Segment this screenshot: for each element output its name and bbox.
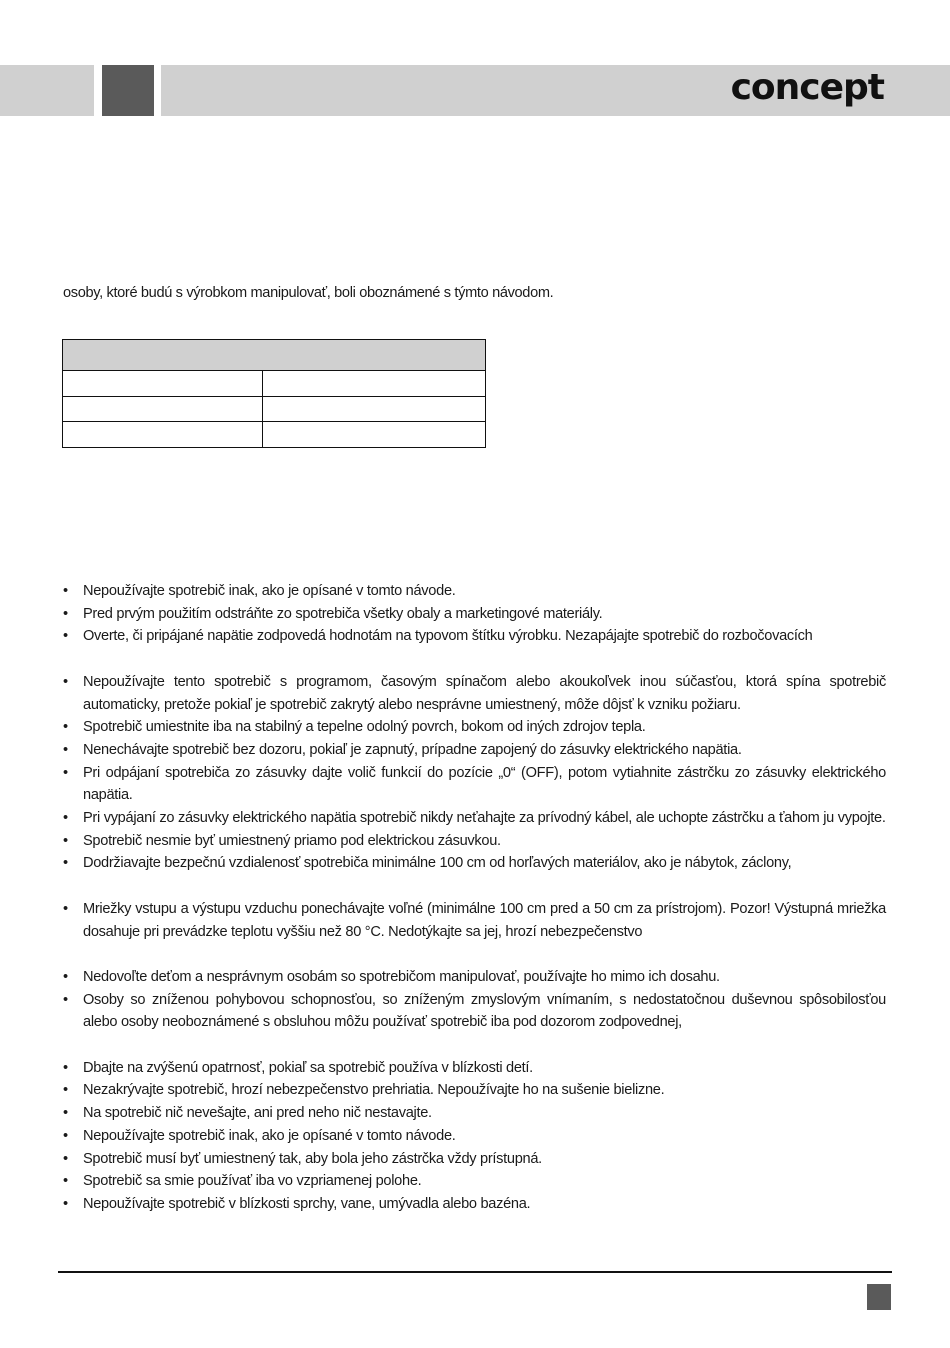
bullet-icon: • <box>63 741 68 758</box>
table-row <box>63 396 486 422</box>
bullet-icon: • <box>63 1127 68 1144</box>
spec-table <box>62 339 486 448</box>
table-cell <box>263 396 486 422</box>
bullet-icon: • <box>63 1195 68 1212</box>
table-cell <box>263 371 486 397</box>
bullet-icon: • <box>63 968 68 985</box>
list-item: • Nepoužívajte spotrebič inak, ako je opísané v tomto návode. <box>60 1125 886 1148</box>
table-row <box>63 371 486 397</box>
list-item: • Osoby so zníženou pohybovou schopnosťou, so zníženým zmyslovým vnímaním, s nedostatočnou duševnou spôsobilosťou alebo osoby neoboznámené s obsluhou môžu používať spotrebič iba pod dozorom zodpovednej, <box>60 989 886 1034</box>
list-item: • Dodržiavajte bezpečnú vzdialenosť spotrebiča minimálne 100 cm od horľavých materiálov, ako je nábytok, záclony, <box>60 852 886 875</box>
bullet-icon: • <box>63 628 68 645</box>
list-item: • Nenechávajte spotrebič bez dozoru, pokiaľ je zapnutý, prípadne zapojený do zásuvky elektrického napätia. <box>60 739 886 762</box>
bullet-icon: • <box>63 605 68 622</box>
bullet-icon: • <box>63 1105 68 1122</box>
spec-table-header <box>63 340 486 371</box>
list-item: • Nezakrývajte spotrebič, hrozí nebezpečenstvo prehriatia. Nepoužívajte ho na sušenie bielizne. <box>60 1079 886 1102</box>
list-item: • Nepoužívajte spotrebič inak, ako je opísané v tomto návode. <box>60 580 886 603</box>
list-item: • Pri odpájaní spotrebiča zo zásuvky dajte volič funkcií do pozície „0“ (OFF), potom vytiahnite zástrčku zo zásuvky elektrického napätia. <box>60 762 886 807</box>
table-cell <box>63 371 263 397</box>
list-item: • Nedovoľte deťom a nesprávnym osobám so spotrebičom manipulovať, používajte ho mimo ich dosahu. <box>60 966 886 989</box>
bullet-icon: • <box>63 719 68 736</box>
bullet-icon: • <box>63 1082 68 1099</box>
bullet-icon: • <box>63 583 68 599</box>
footer-divider <box>58 1271 892 1273</box>
bullet-icon: • <box>63 1173 68 1190</box>
table-row <box>63 422 486 448</box>
list-item: • Spotrebič nesmie byť umiestnený priamo pod elektrickou zásuvkou. <box>60 830 886 853</box>
spec-table-header-row <box>63 340 486 371</box>
bullet-icon: • <box>63 900 68 917</box>
table-cell <box>63 422 263 448</box>
list-item: • Pri vypájaní zo zásuvky elektrického napätia spotrebič nikdy neťahajte za prívodný kábel, ale uchopte zástrčku a ťahom ju vypojte. <box>60 807 886 830</box>
intro-paragraph: osoby, ktoré budú s výrobkom manipulovať, boli oboznámené s týmto návodom. <box>63 285 554 301</box>
list-item: • Na spotrebič nič nevešajte, ani pred neho nič nestavajte. <box>60 1102 886 1125</box>
safety-rules-list <box>60 580 886 1216</box>
list-item: • Pred prvým použitím odstráňte zo spotrebiča všetky obaly a marketingové materiály. <box>60 603 886 626</box>
table-cell <box>63 396 263 422</box>
bullet-icon: • <box>63 991 68 1008</box>
list-item: • Spotrebič umiestnite iba na stabilný a tepelne odolný povrch, bokom od iných zdrojov tepla. <box>60 716 886 739</box>
list-item: • Spotrebič sa smie používať iba vo vzpriamenej polohe. <box>60 1170 886 1193</box>
bullet-icon: • <box>63 1150 68 1167</box>
list-item: • Nepoužívajte spotrebič v blízkosti sprchy, vane, umývadla alebo bazéna. <box>60 1193 886 1216</box>
bullet-icon: • <box>63 810 68 827</box>
header-bar-left <box>0 65 94 116</box>
list-item: • Spotrebič musí byť umiestnený tak, aby bola jeho zástrčka vždy prístupná. <box>60 1148 886 1171</box>
bullet-icon: • <box>63 855 68 872</box>
list-item: • Mriežky vstupu a výstupu vzduchu ponechávajte voľné (minimálne 100 cm pred a 50 cm za prístrojom). Pozor! Výstupná mriežka dosahuje pri prevádzke teplotu vyššiu než 80 °C. Nedotýkajte sa jej, hrozí nebezpečenstvo <box>60 898 886 943</box>
list-item: • Dbajte na zvýšenú opatrnosť, pokiaľ sa spotrebič používa v blízkosti detí. <box>60 1057 886 1080</box>
bullet-icon: • <box>63 832 68 849</box>
table-cell <box>263 422 486 448</box>
brand-logo: concept <box>730 67 884 108</box>
list-item: • Nepoužívajte tento spotrebič s programom, časovým spínačom alebo akoukoľvek inou súčasťou, ktorá spína spotrebič automaticky, pretože pokiaľ je spotrebič zakrytý alebo nesprávne umiestnený, môže dôjsť k vzniku požiaru. <box>60 671 886 716</box>
page-number-box <box>867 1284 891 1310</box>
bullet-icon: • <box>63 673 68 690</box>
bullet-icon: • <box>63 764 68 781</box>
list-item: • Overte, či pripájané napätie zodpovedá hodnotám na typovom štítku výrobku. Nezapájajte spotrebič do rozbočovacích <box>60 625 886 648</box>
bullet-icon: • <box>63 1059 68 1076</box>
header-chapter-block <box>102 65 154 116</box>
